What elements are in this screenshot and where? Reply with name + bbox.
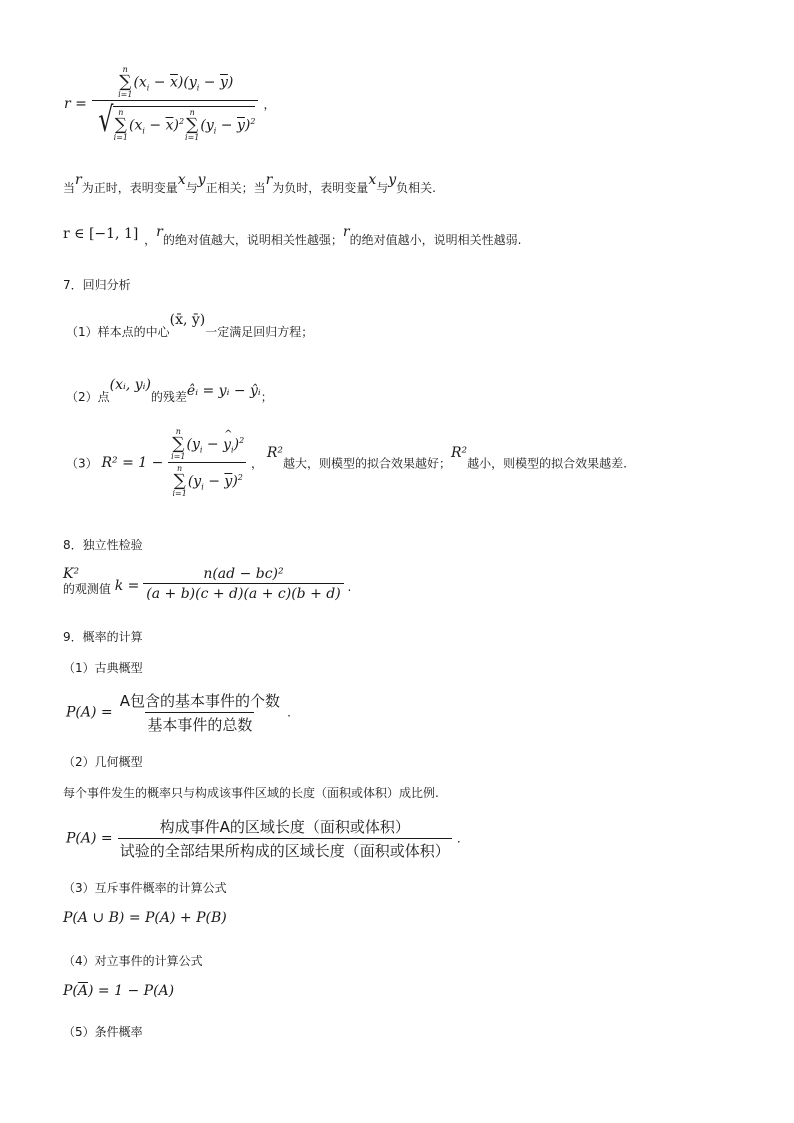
pearson-formula: [64, 66, 276, 142]
k2-formula-line: K² 的观测值 k = $\frac{\text{n(ad − bc)²}}{(a + b)(c + d)(a + c)(b + d)}$ .: [62, 566, 352, 602]
sample-point: (xᵢ, yᵢ): [109, 377, 151, 393]
geometric-probability-formula: P(A) = $\frac{\text{构成事件A的区域长度（面积或体积）}}{\text{试验的全部结果所构成的区域长度（面积或体积）}}$ .: [66, 818, 461, 860]
sec9-s1-title: （1）古典概型: [63, 661, 143, 675]
pearson-numerator: n ∑ i=1 $(x_i - \overline{x})(y_i - \overline{y})$: [118, 65, 234, 99]
sec9-s4-title: （4）对立事件的计算公式: [63, 954, 203, 968]
complementary-formula: $P(\overline{A}) = 1 - P(A)$: [63, 983, 175, 999]
pearson-comma: ，: [263, 97, 276, 112]
sec7-item-1: （1）样本点的中心(x̄, ȳ)一定满足回归方程；: [66, 312, 314, 339]
center-point: (x̄, ȳ): [169, 312, 206, 328]
sec7-item-3: （3） R² = 1 − n ∑ i=1 ($y_i$ − ^ $y_i)^2$ n ∑ i=1 $(y_i - \overline{y})^2$ ， R²越大，则模型的拟合效果越好；R²越小，则模型的拟合效果越差.: [66, 428, 627, 498]
k2-fraction: $\frac{\text{n(ad − bc)²}}{(a + b)(c + d)(a + c)(b + d)}$: [143, 566, 343, 602]
r-range: r ∈ [−1, 1]: [63, 226, 139, 242]
pearson-note-2: r ∈ [−1, 1] ，r的绝对值越大，说明相关性越强；r的绝对值越小，说明相关性越弱.: [63, 224, 522, 247]
sec9-s2-title: （2）几何概型: [63, 755, 143, 769]
r-squared-lhs: R² = 1 −: [101, 455, 164, 471]
section-9-title: 9．概率的计算: [63, 630, 143, 644]
section-8-title: 8．独立性检验: [63, 538, 143, 552]
pearson-denominator: √ n ∑ i=1 $(x_i - \overline{x})^2$ n ∑ i=1 $(y_i - \overline{y})^2$: [92, 100, 258, 142]
pearson-fraction: [92, 66, 258, 142]
mutually-exclusive-formula: P(A ∪ B) = P(A) + P(B): [63, 910, 227, 926]
pearson-note-1: 当r为正时，表明变量x与y正相关；当r为负时，表明变量x与y负相关.: [63, 172, 436, 195]
classical-probability-formula: P(A) = $\frac{\text{A包含的基本事件的个数}}{\text{基本事件的总数}}$ .: [66, 692, 291, 734]
sec9-s3-title: （3）互斥事件概率的计算公式: [63, 881, 227, 895]
sec9-s2-desc: 每个事件发生的概率只与构成该事件区域的长度（面积或体积）成比例.: [63, 786, 439, 800]
sec7-item-2: （2）点(xᵢ, yᵢ)的残差êᵢ = yᵢ − ŷᵢ；: [66, 377, 273, 404]
r-squared-fraction: n ∑ i=1 ($y_i$ − ^ $y_i)^2$ n ∑ i=1 $(y_i - \overline{y})^2$: [167, 428, 247, 498]
residual-formula: êᵢ = yᵢ − ŷᵢ: [186, 383, 261, 399]
pearson-lhs: r =: [64, 96, 87, 112]
section-7-title: 7．回归分析: [63, 278, 131, 292]
sec9-s5-title: （5）条件概率: [63, 1025, 143, 1039]
